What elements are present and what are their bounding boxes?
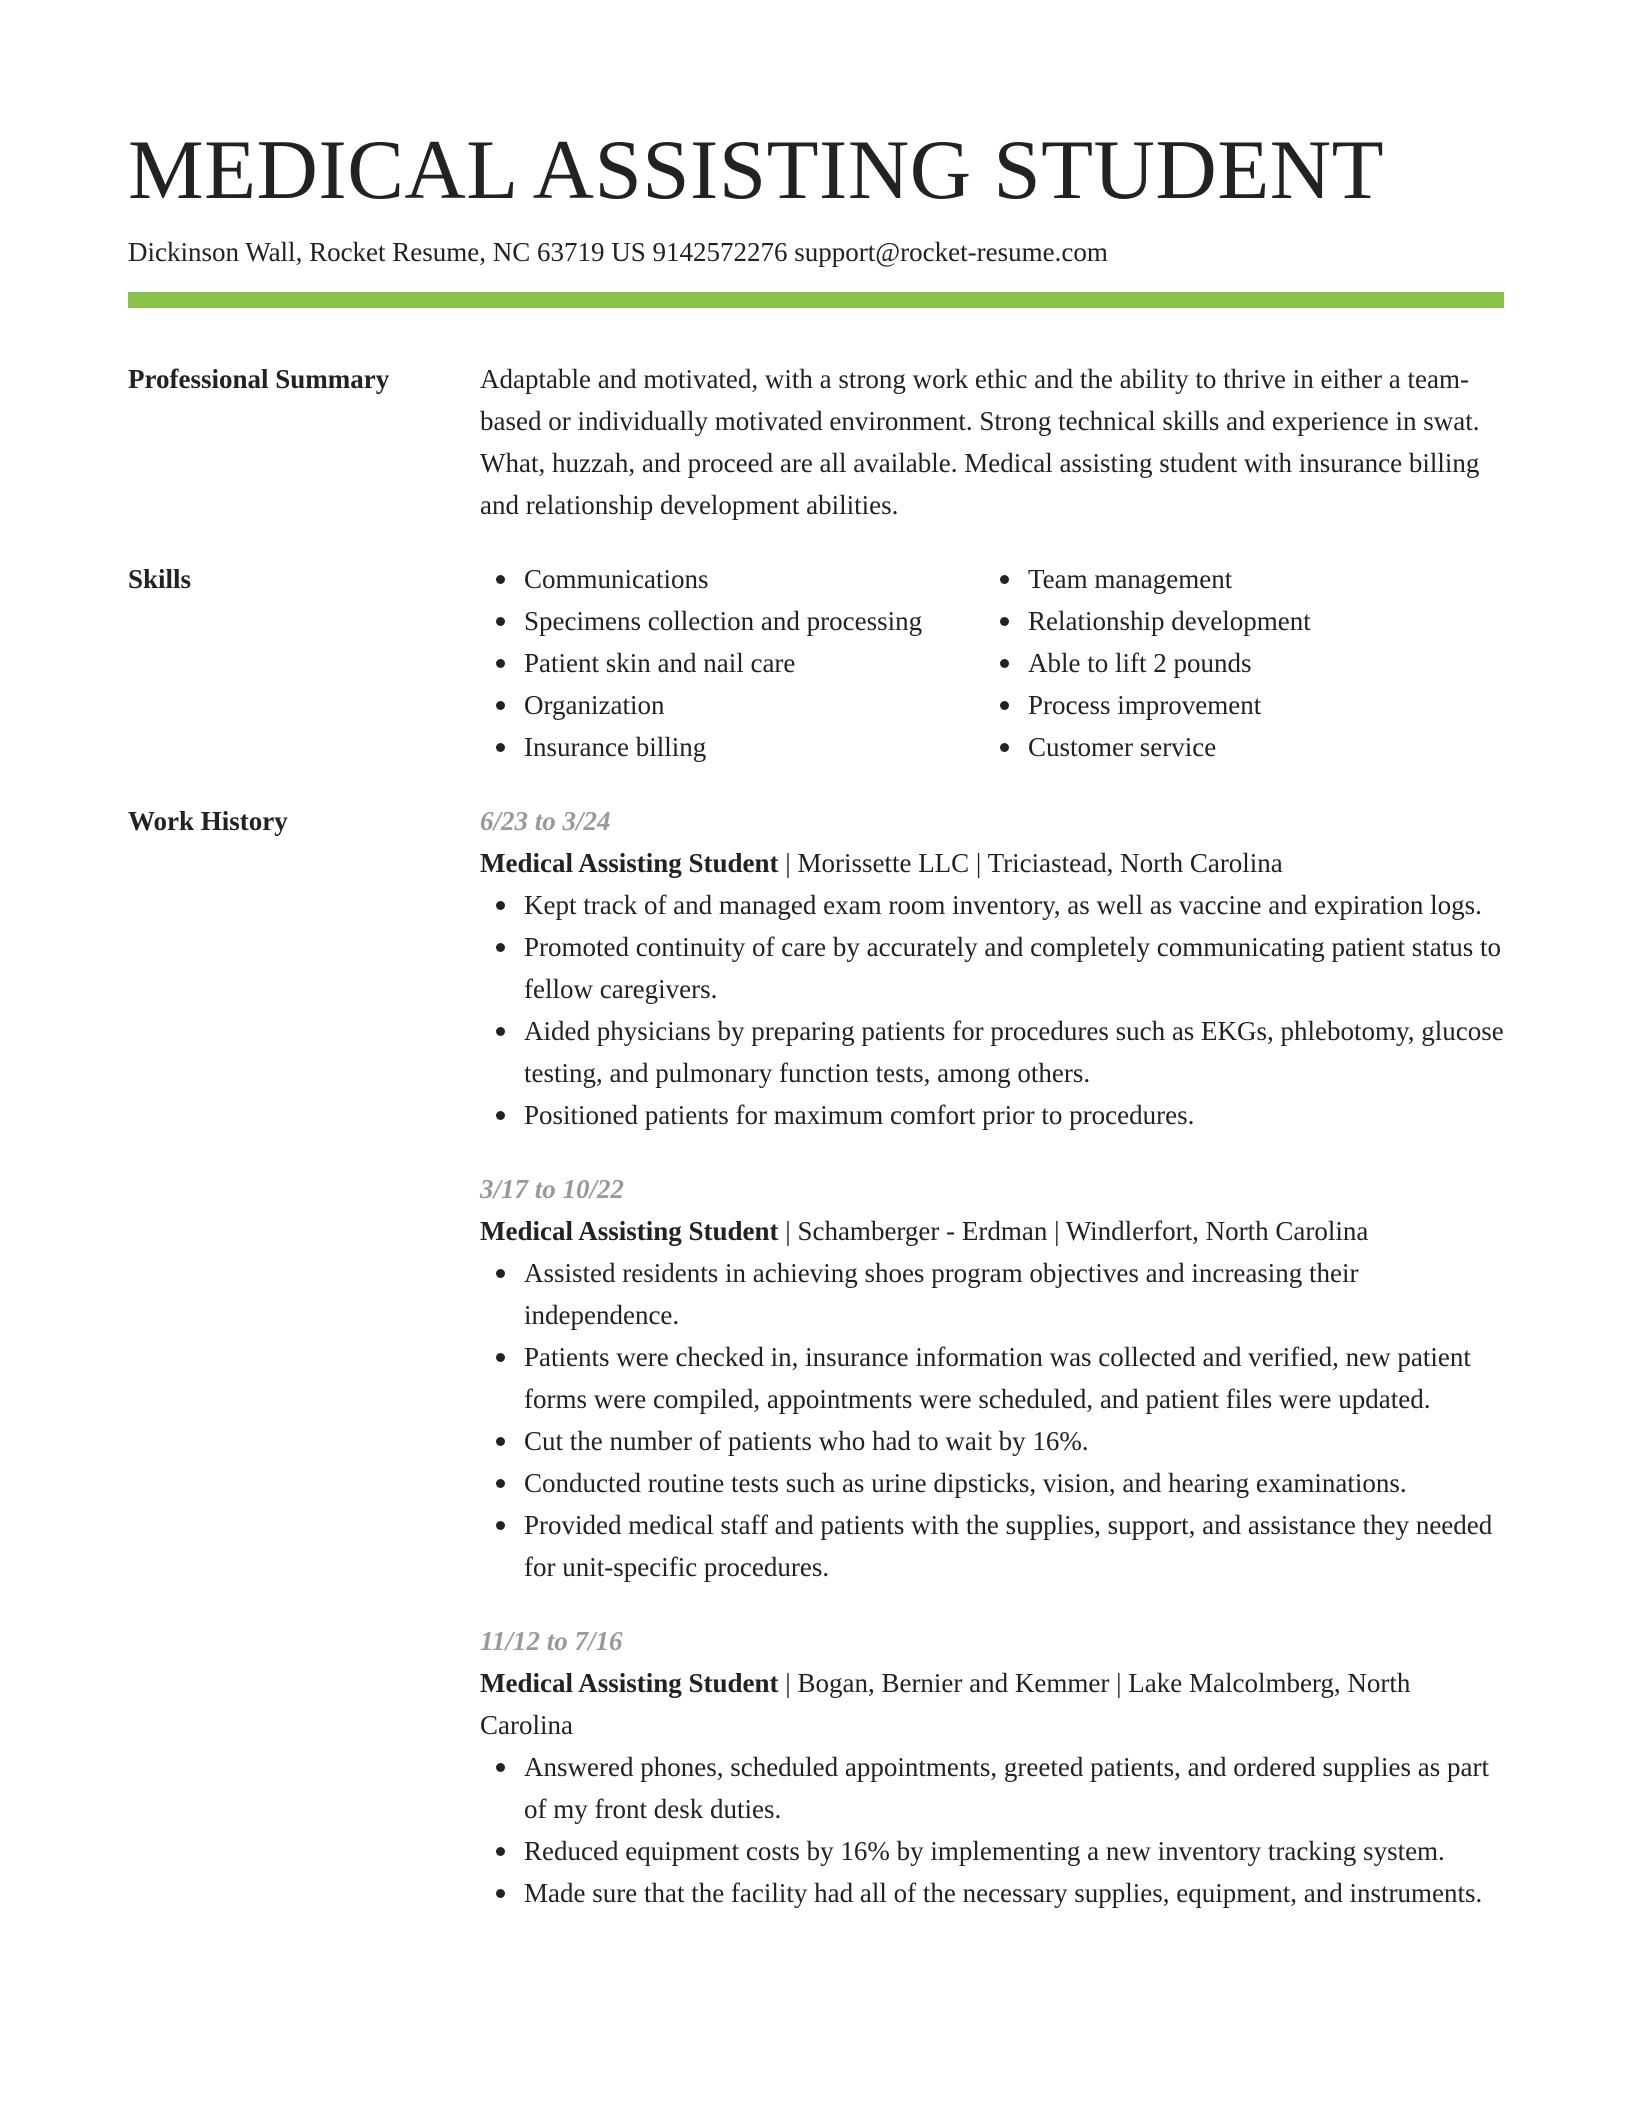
- skill-item: Patient skin and nail care: [524, 642, 984, 684]
- job-duty: Conducted routine tests such as urine dipsticks, vision, and hearing examinations.: [524, 1462, 1504, 1504]
- skill-item: Team management: [1028, 558, 1488, 600]
- job-entry: [480, 1620, 1504, 1914]
- job-dates: 6/23 to 3/24: [480, 806, 611, 836]
- job-duty: Answered phones, scheduled appointments, greeted patients, and ordered supplies as part of my front desk duties.: [524, 1746, 1504, 1830]
- skill-item: Relationship development: [1028, 600, 1488, 642]
- job-entry: [480, 800, 1504, 1136]
- job-employer-location: | Bogan, Bernier and Kemmer | Lake Malcolmberg, North Carolina: [480, 1668, 1411, 1740]
- skills-list: [480, 558, 1504, 768]
- job-title: Medical Assisting Student: [480, 1668, 779, 1698]
- job-duty: Aided physicians by preparing patients for procedures such as EKGs, phlebotomy, glucose testing, and pulmonary function tests, among others.: [524, 1010, 1504, 1094]
- job-entry: [480, 1168, 1504, 1588]
- job-duty: Reduced equipment costs by 16% by implementing a new inventory tracking system.: [524, 1830, 1504, 1872]
- job-employer-location: | Morissette LLC | Triciastead, North Carolina: [778, 848, 1283, 878]
- job-dates: 3/17 to 10/22: [480, 1174, 625, 1204]
- job-duty: Made sure that the facility had all of the necessary supplies, equipment, and instruments.: [524, 1872, 1504, 1914]
- job-duties: [480, 884, 1504, 1136]
- job-title-line: [480, 1662, 1504, 1746]
- work-history-section: [128, 800, 1504, 1946]
- skill-item: Organization: [524, 684, 984, 726]
- skill-item: Able to lift 2 pounds: [1028, 642, 1488, 684]
- job-duty: Assisted residents in achieving shoes program objectives and increasing their independence.: [524, 1252, 1504, 1336]
- job-dates: 11/12 to 7/16: [480, 1626, 623, 1656]
- job-title-line: [480, 842, 1504, 884]
- job-title-line: [480, 1210, 1504, 1252]
- skills-heading: Skills: [128, 564, 192, 594]
- skill-item: Process improvement: [1028, 684, 1488, 726]
- skill-item: Communications: [524, 558, 984, 600]
- job-title: Medical Assisting Student: [480, 848, 779, 878]
- job-duties: [480, 1746, 1504, 1914]
- candidate-name: MEDICAL ASSISTING STUDENT: [128, 123, 1385, 217]
- job-employer-location: | Schamberger - Erdman | Windlerfort, North Carolina: [778, 1216, 1369, 1246]
- skill-item: Customer service: [1028, 726, 1488, 768]
- job-duty: Positioned patients for maximum comfort prior to procedures.: [524, 1094, 1504, 1136]
- skills-column-right: [984, 558, 1488, 768]
- job-duty: Cut the number of patients who had to wait by 16%.: [524, 1420, 1504, 1462]
- resume-page: [128, 0, 1504, 1946]
- job-title: Medical Assisting Student: [480, 1216, 779, 1246]
- job-duty: Kept track of and managed exam room inventory, as well as vaccine and expiration logs.: [524, 884, 1504, 926]
- summary-heading: Professional Summary: [128, 364, 390, 394]
- skills-section: [128, 558, 1504, 768]
- summary-section: [128, 358, 1504, 526]
- job-duty: Promoted continuity of care by accurately and completely communicating patient status to fellow caregivers.: [524, 926, 1504, 1010]
- job-duty: Patients were checked in, insurance information was collected and verified, new patient forms were compiled, appointments were scheduled, and patient files were updated.: [524, 1336, 1504, 1420]
- work-history-list: [480, 800, 1504, 1946]
- contact-line: Dickinson Wall, Rocket Resume, NC 63719 US 9142572276 support@rocket-resume.com: [128, 237, 1108, 267]
- job-duty: Provided medical staff and patients with the supplies, support, and assistance they needed for unit-specific procedures.: [524, 1504, 1504, 1588]
- skills-column-left: [480, 558, 984, 768]
- skill-item: Specimens collection and processing: [524, 600, 984, 642]
- accent-divider: [128, 292, 1504, 308]
- skill-item: Insurance billing: [524, 726, 984, 768]
- summary-text: Adaptable and motivated, with a strong work ethic and the ability to thrive in either a team-based or individually motivated environment. Strong technical skills and experience in swat. What, huzzah, and proceed are all available. Medical assisting student with insurance billing and relationship development abilities.: [480, 364, 1480, 520]
- work-history-heading: Work History: [128, 806, 288, 836]
- job-duties: [480, 1252, 1504, 1588]
